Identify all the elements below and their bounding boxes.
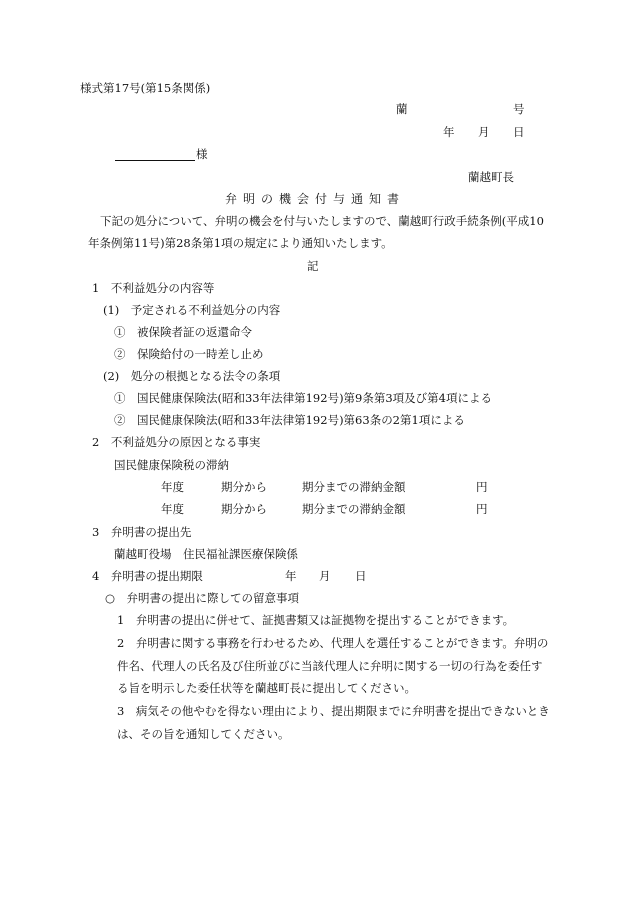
- section1-sub1-item: ② 保険給付の一時差し止め: [114, 347, 264, 361]
- section1-heading: 1 不利益処分の内容等: [92, 281, 215, 295]
- arrears-row-from: 期分から: [221, 480, 267, 494]
- note-2-line-1: 2 弁明書に関する事務を行わせるため、代理人を選任することができます。弁明の: [117, 636, 549, 650]
- note-2-line-2: 件名、代理人の氏名及び住所並びに当該代理人に弁明に関する一切の行為を委任す: [117, 659, 543, 673]
- arrears-row-to: 期分までの滞納金額: [302, 502, 406, 516]
- issuer-mark: 蘭: [396, 102, 408, 116]
- section1-sub2-heading: (2) 処分の根拠となる法令の条項: [103, 369, 281, 383]
- section2-heading: 2 不利益処分の原因となる事実: [92, 435, 261, 449]
- addressee-suffix: 様: [196, 147, 208, 161]
- form-number: 様式第17号(第15条関係): [80, 81, 211, 95]
- note-3-line-1: 3 病気その他やむを得ない理由により、提出期限までに弁明書を提出できないとき: [117, 704, 550, 718]
- number-label: 号: [513, 102, 525, 116]
- intro-line-2: 年条例第11号)第28条第1項の規定により通知いたします。: [88, 236, 393, 250]
- section1-sub2-item: ② 国民健康保険法(昭和33年法律第192号)第63条の2第1項による: [114, 413, 465, 427]
- arrears-row-year: 年度: [161, 502, 184, 516]
- intro-line-1: 下記の処分について、弁明の機会を付与いたしますので、蘭越町行政手続条例(平成10: [100, 214, 544, 228]
- arrears-row-yen: 円: [476, 480, 488, 494]
- arrears-row-year: 年度: [161, 480, 184, 494]
- deadline-month-label: 月: [319, 569, 331, 583]
- note-2-line-3: る旨を明示した委任状等を蘭越町長に提出してください。: [117, 681, 416, 695]
- section3-place: 蘭越町役場 住民福祉課医療保険係: [114, 547, 298, 561]
- arrears-row-yen: 円: [476, 502, 488, 516]
- document-title: 弁明の機会付与通知書: [224, 192, 405, 206]
- addressee-blank-line: [115, 160, 195, 161]
- section3-heading: 3 弁明書の提出先: [92, 525, 192, 539]
- date-day-label: 日: [513, 125, 525, 139]
- section2-subject: 国民健康保険税の滞納: [114, 458, 229, 472]
- notes-heading: ○ 弁明書の提出に際しての留意事項: [105, 591, 300, 605]
- note-1: 1 弁明書の提出に併せて、証拠書類又は証拠物を提出することができます。: [117, 613, 515, 627]
- date-year-label: 年: [443, 125, 455, 139]
- date-month-label: 月: [478, 125, 490, 139]
- note-3-line-2: は、その旨を通知してください。: [117, 727, 290, 741]
- arrears-row-from: 期分から: [221, 502, 267, 516]
- section4-heading: 4 弁明書の提出期限: [92, 569, 203, 583]
- arrears-row-to: 期分までの滞納金額: [302, 480, 406, 494]
- ki-label: 記: [307, 259, 319, 273]
- deadline-year-label: 年: [285, 569, 297, 583]
- sender: 蘭越町長: [468, 170, 514, 184]
- section1-sub2-item: ① 国民健康保険法(昭和33年法律第192号)第9条第3項及び第4項による: [114, 391, 493, 405]
- section1-sub1-heading: (1) 予定される不利益処分の内容: [103, 303, 281, 317]
- deadline-day-label: 日: [355, 569, 367, 583]
- section1-sub1-item: ① 被保険者証の返還命令: [114, 325, 252, 339]
